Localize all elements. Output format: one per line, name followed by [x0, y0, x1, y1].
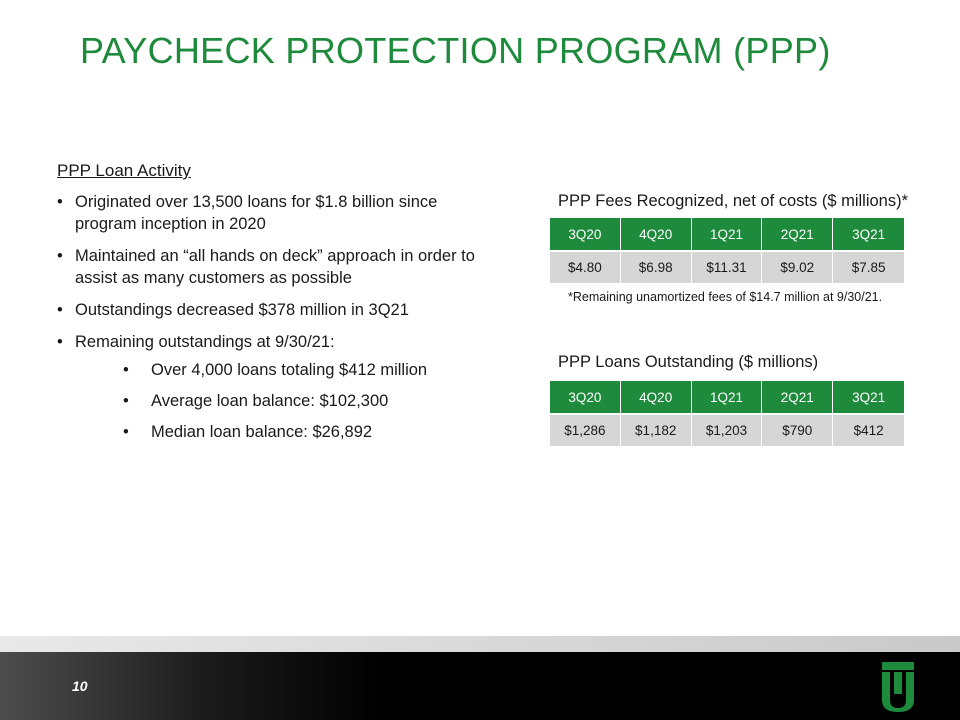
- fees-header-cell: 3Q21: [833, 218, 904, 252]
- loans-header-cell: 4Q20: [621, 381, 692, 415]
- fees-value-cell: $7.85: [833, 252, 904, 283]
- loans-header-cell: 3Q20: [550, 381, 621, 415]
- loans-header-cell: 3Q21: [833, 381, 904, 415]
- fees-footnote: *Remaining unamortized fees of $14.7 million at 9/30/21.: [568, 290, 883, 304]
- loans-value-cell: $1,286: [550, 415, 621, 446]
- fees-table-caption: PPP Fees Recognized, net of costs ($ millions)*: [558, 192, 909, 210]
- sub-bullet-item: • Average loan balance: $102,300: [75, 390, 497, 412]
- loan-activity-list: [57, 191, 497, 443]
- loans-table-caption: PPP Loans Outstanding ($ millions): [558, 353, 819, 371]
- loans-header-cell: 1Q21: [692, 381, 763, 415]
- fees-value-cell: $4.80: [550, 252, 621, 283]
- fees-header-row: [550, 218, 904, 252]
- loans-value-cell: $1,203: [692, 415, 763, 446]
- loans-value-cell: $1,182: [621, 415, 692, 446]
- footer-gradient-band: [0, 636, 960, 652]
- loans-value-cell: $412: [833, 415, 904, 446]
- loans-header-row: [550, 381, 904, 415]
- fees-header-cell: 1Q21: [692, 218, 763, 252]
- loans-value-row: [550, 415, 904, 446]
- footer-bar: [0, 652, 960, 720]
- bullet-item: [57, 331, 497, 443]
- fees-table: [550, 218, 904, 283]
- bullet-item: • Originated over 13,500 loans for $1.8 billion since program inception in 2020: [57, 191, 497, 235]
- fees-value-cell: $6.98: [621, 252, 692, 283]
- bank-logo-icon: [882, 662, 914, 712]
- loan-activity-section: [57, 160, 497, 453]
- fees-header-cell: 4Q20: [621, 218, 692, 252]
- sub-bullet-list: [75, 359, 497, 443]
- loans-value-cell: $790: [762, 415, 833, 446]
- loan-activity-heading: PPP Loan Activity: [57, 161, 191, 180]
- fees-value-cell: $9.02: [762, 252, 833, 283]
- fees-header-cell: 2Q21: [762, 218, 833, 252]
- fees-header-cell: 3Q20: [550, 218, 621, 252]
- bullet-item: • Maintained an “all hands on deck” approach in order to assist as many customers as possible: [57, 245, 497, 289]
- loans-table: [550, 381, 904, 446]
- page-title: PAYCHECK PROTECTION PROGRAM (PPP): [80, 30, 831, 71]
- fees-value-cell: $11.31: [692, 252, 763, 283]
- sub-bullet-item: • Median loan balance: $26,892: [75, 421, 497, 443]
- bullet-text: Remaining outstandings at 9/30/21:: [75, 333, 335, 351]
- loans-header-cell: 2Q21: [762, 381, 833, 415]
- fees-value-row: [550, 252, 904, 283]
- page-number: 10: [72, 678, 88, 694]
- sub-bullet-item: • Over 4,000 loans totaling $412 million: [75, 359, 497, 381]
- bullet-item: • Outstandings decreased $378 million in 3Q21: [57, 299, 497, 321]
